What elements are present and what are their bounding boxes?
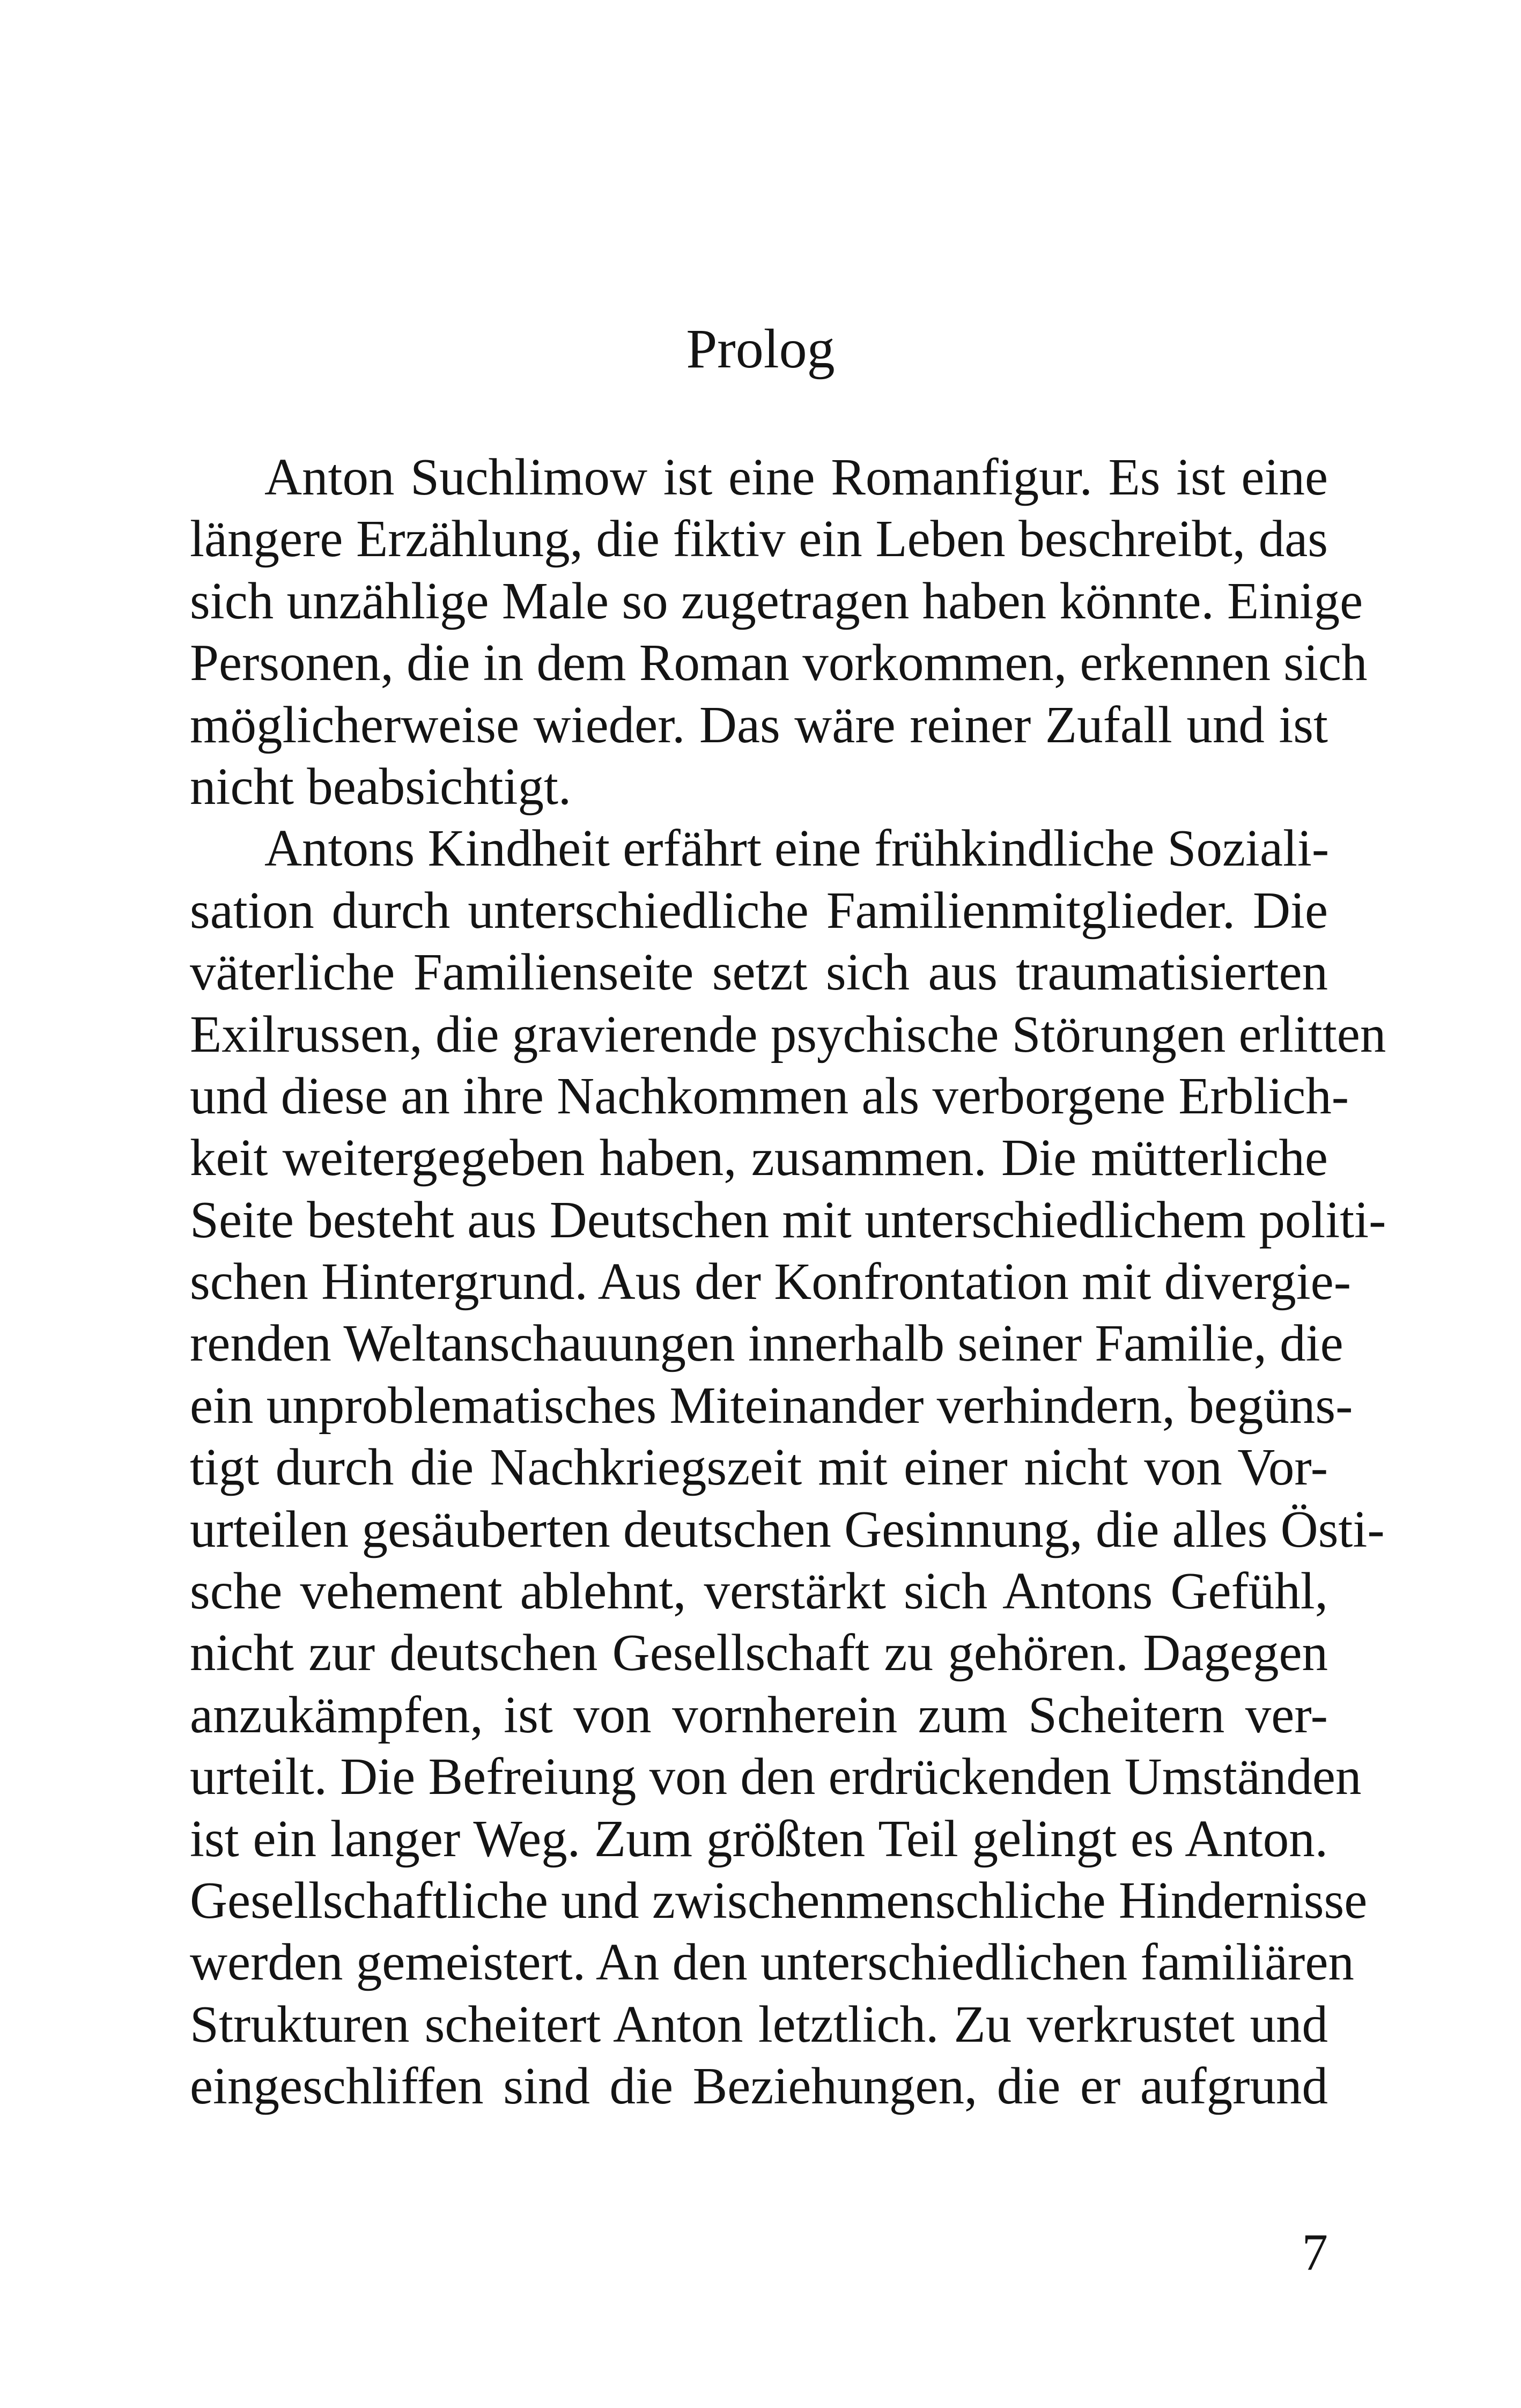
text-line: tigt durch die Nachkriegszeit mit einer nicht von Vor- (190, 1438, 1328, 1496)
text-line: längere Erzählung, die fiktiv ein Leben beschreibt, das (190, 510, 1328, 568)
text-line: sich unzählige Male so zugetragen haben könnte. Einige (190, 572, 1363, 630)
text-line: renden Weltanschauungen innerhalb seiner Familie, die (190, 1314, 1343, 1372)
text-line: möglicherweise wieder. Das wäre reiner Zufall und ist (190, 696, 1328, 754)
text-line: Seite besteht aus Deutschen mit unterschiedlichem politi- (190, 1191, 1386, 1249)
text-line: Strukturen scheitert Anton letztlich. Zu verkrustet und (190, 1995, 1328, 2053)
text-line: ein unproblematisches Miteinander verhindern, begüns- (190, 1376, 1353, 1434)
text-line: nicht beabsichtigt. (190, 757, 572, 815)
text-line: werden gemeistert. An den unterschiedlichen familiären (190, 1933, 1354, 1991)
text-line: und diese an ihre Nachkommen als verborgene Erblich- (190, 1067, 1349, 1125)
chapter-title: Prolog (686, 318, 835, 380)
text-line: ist ein langer Weg. Zum größten Teil gelingt es Anton. (190, 1809, 1328, 1867)
text-line: urteilen gesäuberten deutschen Gesinnung, die alles Östi- (190, 1500, 1385, 1558)
body-text (190, 446, 1386, 2117)
text-line: Anton Suchlimow ist eine Romanfigur. Es ist eine (264, 448, 1328, 506)
text-line: väterliche Familienseite setzt sich aus traumatisierten (190, 943, 1328, 1001)
text-line: Exilrussen, die gravierende psychische Störungen erlitten (190, 1005, 1386, 1063)
text-line: Antons Kindheit erfährt eine frühkindliche Soziali- (264, 819, 1330, 877)
page-number: 7 (1302, 2224, 1328, 2281)
text-line: anzukämpfen, ist von vornherein zum Scheitern ver- (190, 1686, 1328, 1744)
text-line: sation durch unterschiedliche Familienmitglieder. Die (190, 881, 1328, 939)
text-line: urteilt. Die Befreiung von den erdrückenden Umständen (190, 1748, 1362, 1806)
text-line: Personen, die in dem Roman vorkommen, erkennen sich (190, 634, 1368, 692)
text-line: keit weitergegeben haben, zusammen. Die mütterliche (190, 1129, 1328, 1187)
text-line: Gesellschaftliche und zwischenmenschliche Hindernisse (190, 1871, 1368, 1929)
text-line: schen Hintergrund. Aus der Konfrontation mit divergie- (190, 1253, 1352, 1311)
text-line: nicht zur deutschen Gesellschaft zu gehören. Dagegen (190, 1624, 1328, 1682)
text-line: eingeschliffen sind die Beziehungen, die er aufgrund (190, 2057, 1328, 2115)
text-line: sche vehement ablehnt, verstärkt sich Antons Gefühl, (190, 1562, 1328, 1620)
